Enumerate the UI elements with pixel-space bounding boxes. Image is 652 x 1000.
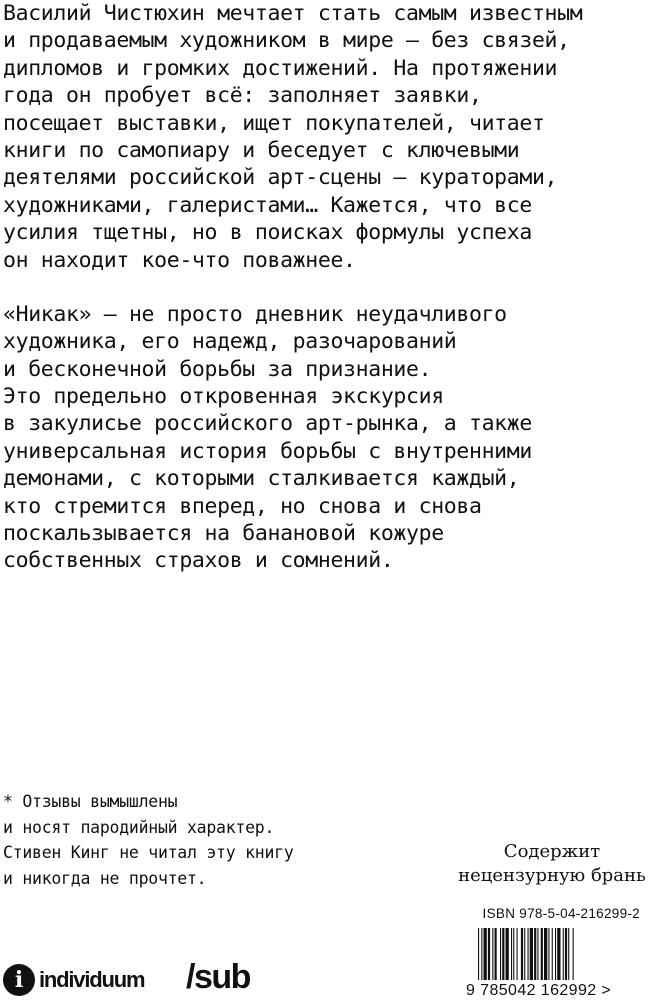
sub-logo: /sub [186,958,250,996]
footnote-line: и никогда не прочтет. [3,868,207,888]
text-line: кто стремится вперед, но снова и снова [3,493,482,519]
individuum-logo-icon: i [3,964,35,996]
barcode-bar [544,928,547,980]
barcode-bar [528,928,529,980]
text-line: собственных страхов и сомнений. [3,548,394,574]
barcode-bar [521,928,523,980]
barcode-bar [563,928,564,980]
barcode-bar [513,928,514,980]
content-warning-line: Содержит [503,841,601,862]
text-line: художника, его надежд, разочарований [3,329,457,355]
description-paragraph-1 [3,0,649,274]
barcode-bar [524,928,525,980]
text-line: в закулисье российского арт-рынка, а также [3,411,532,437]
barcode-bar [506,928,509,980]
barcode-bar [565,928,567,980]
barcode-bar [484,928,487,980]
footnote [3,789,294,891]
text-line: посещает выставки, ищет покупателей, читает [3,110,545,136]
text-line: демонами, с которыми сталкивается каждый, [3,466,520,492]
text-line: Это предельно откровенная экскурсия [3,384,444,410]
footnote-line: Стивен Кинг не читал эту книгу [3,843,294,863]
text-line: года он пробует всё: заполняет заявки, [3,83,482,109]
text-line: поскальзывается на банановой кожуре [3,521,444,547]
barcode-bars [478,928,574,980]
barcode-bar [555,928,556,980]
barcode-bar [530,928,533,980]
text-line: деятелями российской арт-сцены — кураторами, [3,165,558,191]
barcode-bar [495,928,497,980]
content-warning-line: нецензурную брань [458,865,646,886]
barcode-bar [500,928,501,980]
barcode-bar [557,928,560,980]
barcode-bar [488,928,490,980]
barcode-bar [481,928,482,980]
barcode-number: 9 785042 162992 > [466,982,612,998]
text-line: и продаваемым художником в мире — без связей, [3,28,570,54]
text-line: дипломов и громких достижений. На протяжении [3,55,558,81]
barcode-bar [511,928,512,980]
barcode-bar [502,928,504,980]
back-cover-description [3,0,649,575]
barcode-bar [568,928,569,980]
isbn-barcode [466,928,646,998]
text-line: Василий Чистюхин мечтает стать самым известным [3,1,583,26]
text-line: универсальная история борьбы с внутренними [3,438,532,464]
isbn-label: ISBN 978-5-04-216299-2 [482,906,640,921]
barcode-bar [478,928,479,980]
barcode-bar [492,928,493,980]
individuum-logo [3,962,144,998]
individuum-logo-text: individuum [39,967,145,992]
footnote-line: * Отзывы вымышлены [3,792,178,811]
barcode-bar [573,928,574,980]
text-line: усилия тщетны, но в поисках формулы успеха [3,220,532,246]
description-paragraph-2 [3,301,649,575]
footnote-line: и носят пародийный характер. [3,817,275,837]
barcode-bar [534,928,536,980]
text-line: художниками, галеристами… Кажется, что все [3,192,532,218]
text-line: он находит кое-что поважнее. [3,247,356,273]
barcode-bar [548,928,549,980]
text-line: и бесконечной борьбы за признание. [3,356,432,382]
barcode-bar [541,928,543,980]
barcode-bar [552,928,553,980]
text-line: книги по самопиару и беседует с ключевыми [3,137,520,163]
content-warning [452,840,652,888]
text-line: «Никак» — не просто дневник неудачливого [3,301,507,327]
barcode-bar [537,928,538,980]
barcode-bar [517,928,518,980]
